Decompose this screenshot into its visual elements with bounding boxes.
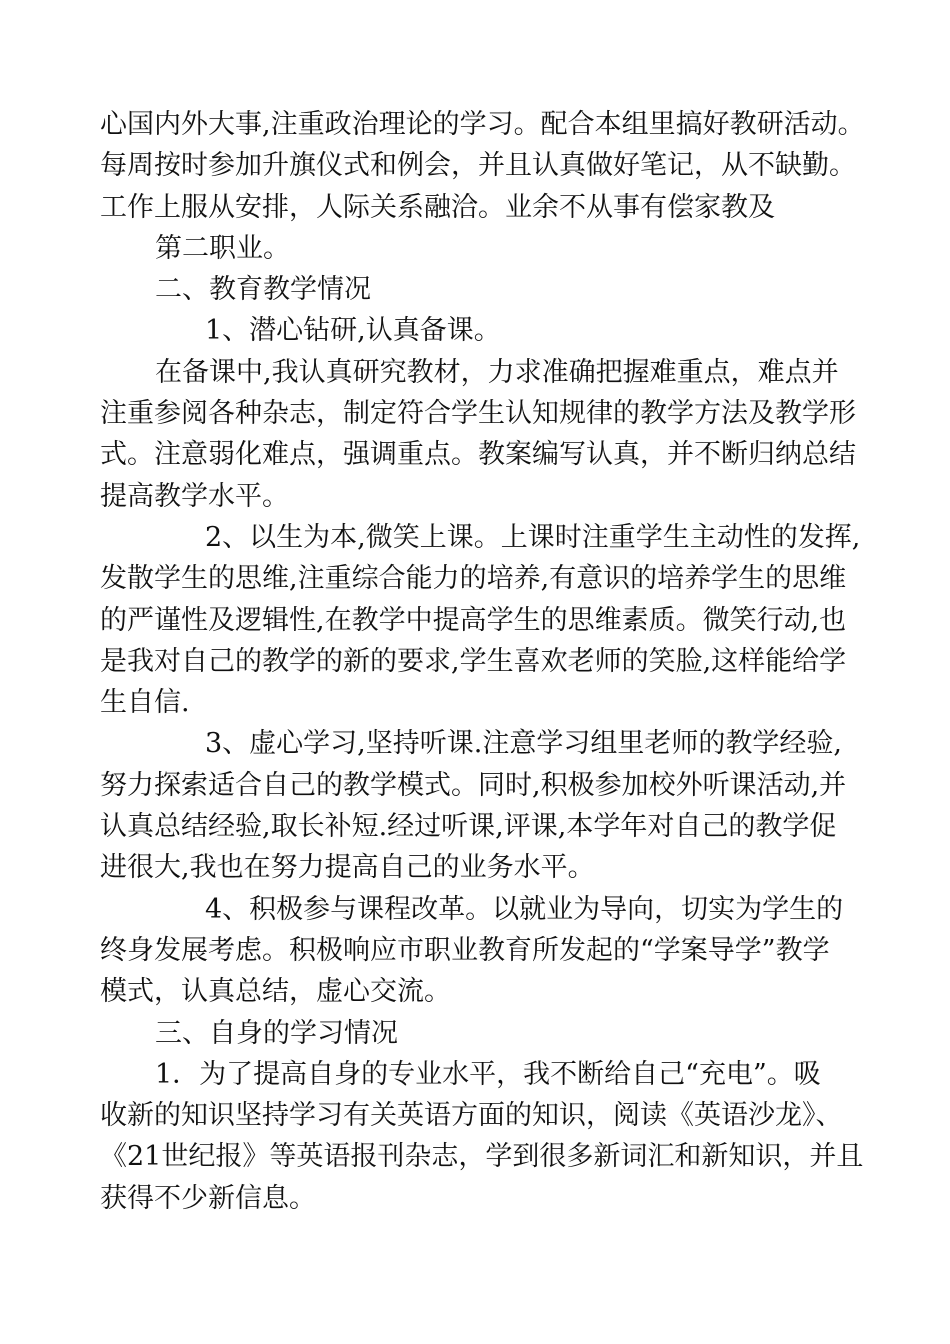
document-page [100,104,870,1219]
text-line: 3、虚心学习,坚持听课.注意学习组里老师的教学经验, [205,728,842,760]
text-line: 发散学生的思维,注重综合能力的培养,有意识的培养学生的思维 [100,563,847,595]
text-line: 认真总结经验,取长补短.经过听课,评课,本学年对自己的教学促 [100,811,837,843]
text-line: 生自信. [100,687,190,719]
text-line: 式。注意弱化难点，强调重点。教案编写认真，并不断归纳总结 [100,439,856,471]
text-line: 的严谨性及逻辑性,在教学中提高学生的思维素质。微笑行动,也 [100,604,847,636]
text-line: 模式，认真总结，虚心交流。 [100,976,451,1008]
text-line: 提高教学水平。 [100,480,289,512]
text-line: 4、积极参与课程改革。以就业为导向，切实为学生的 [205,893,844,925]
text-line: 终身发展考虑。积极响应市职业教育所发起的“学案导学”教学 [100,934,830,966]
text-line: 第二职业。 [155,232,290,264]
text-line: 收新的知识坚持学习有关英语方面的知识，阅读《英语沙龙》、 [100,1100,843,1132]
text-line: 是我对自己的教学的新的要求,学生喜欢老师的笑脸,这样能给学 [100,645,847,677]
text-line: 1、潜心钻研,认真备课。 [205,315,501,347]
text-line: 进很大,我也在努力提高自己的业务水平。 [100,852,595,884]
text-line: 在备课中,我认真研究教材，力求准确把握难重点，难点并 [155,356,839,388]
text-line: 二、教育教学情况 [155,274,371,306]
text-line: 工作上服从安排，人际关系融洽。业余不从事有偿家教及 [100,191,775,223]
text-line: 努力探索适合自己的教学模式。同时,积极参加校外听课活动,并 [100,769,847,801]
text-line: 注重参阅各种杂志，制定符合学生认知规律的教学方法及教学形 [100,398,856,430]
text-line: 三、自身的学习情况 [155,1017,398,1049]
text-line: 1．为了提高自身的专业水平，我不断给自己“充电”。吸 [155,1058,821,1090]
text-line: 《21世纪报》等英语报刊杂志，学到很多新词汇和新知识，并且 [100,1141,864,1173]
text-line: 心国内外大事,注重政治理论的学习。配合本组里搞好教研活动。 [100,109,865,140]
text-line: 获得不少新信息。 [100,1182,316,1214]
text-line: 2、以生为本,微笑上课。上课时注重学生主动性的发挥, [205,521,861,553]
text-line: 每周按时参加升旗仪式和例会，并且认真做好笔记，从不缺勤。 [100,150,856,182]
